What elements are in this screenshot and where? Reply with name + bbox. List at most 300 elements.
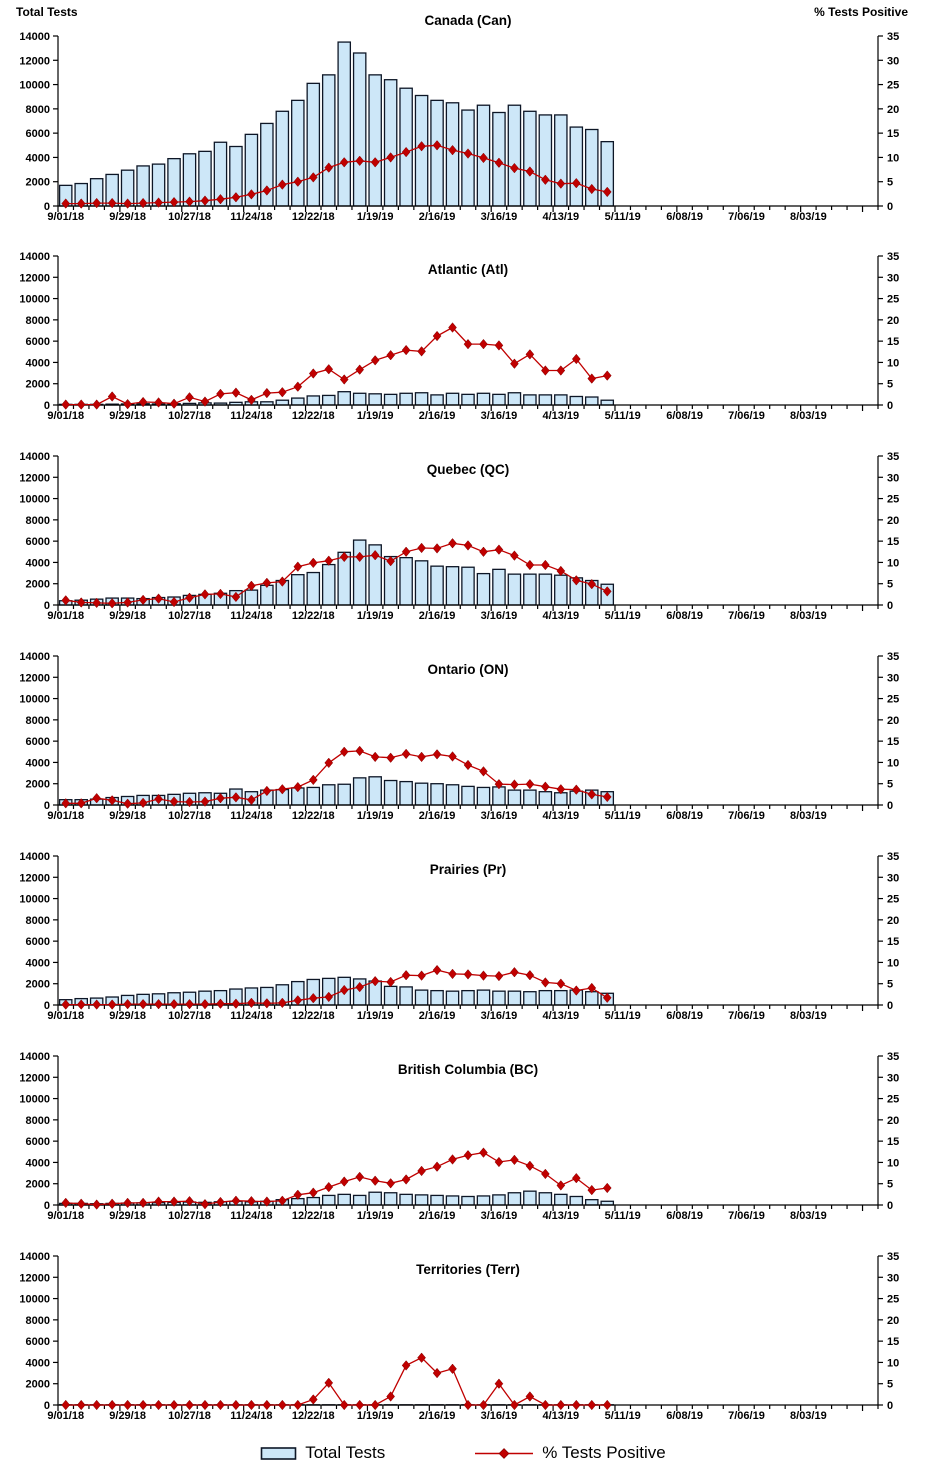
pct-marker-week-12/08/18 <box>278 1400 286 1410</box>
pct-marker-week-2/16/19 <box>433 1162 441 1172</box>
pct-marker-week-4/20/19 <box>572 1400 580 1410</box>
pct-marker-week-2/16/19 <box>433 750 441 760</box>
svg-text:2000: 2000 <box>25 978 50 991</box>
svg-text:1/19/19: 1/19/19 <box>356 610 394 622</box>
svg-text:9/29/18: 9/29/18 <box>109 1010 146 1022</box>
bar-week-3/16/19 <box>493 1195 505 1205</box>
pct-marker-week-11/10/18 <box>216 1400 224 1410</box>
svg-text:7/06/19: 7/06/19 <box>728 610 765 622</box>
svg-text:25: 25 <box>887 893 900 906</box>
pct-marker-week-9/08/18 <box>77 1400 85 1410</box>
svg-text:7/06/19: 7/06/19 <box>728 810 765 822</box>
pct-marker-week-9/22/18 <box>108 1400 116 1410</box>
pct-marker-week-12/29/18 <box>325 1182 333 1192</box>
svg-text:10: 10 <box>887 1357 900 1370</box>
bar-week-1/19/19 <box>369 777 381 805</box>
bar-week-3/23/19 <box>508 393 520 405</box>
pct-marker-week-9/08/18 <box>77 598 85 608</box>
svg-text:8000: 8000 <box>25 914 50 927</box>
pct-marker-week-9/15/18 <box>93 1400 101 1410</box>
pct-marker-week-10/06/18 <box>139 1198 147 1208</box>
axis-tick-labels <box>19 31 899 223</box>
panel-title-atlantic-atl: Atlantic (Atl) <box>427 262 509 277</box>
pct-marker-week-2/02/19 <box>402 345 410 355</box>
pct-marker-week-10/13/18 <box>155 398 163 408</box>
svg-text:2000: 2000 <box>25 778 50 791</box>
svg-text:20: 20 <box>887 914 900 927</box>
bar-week-3/23/19 <box>508 574 520 605</box>
svg-text:8/03/19: 8/03/19 <box>790 410 827 422</box>
svg-text:9/01/18: 9/01/18 <box>47 410 85 422</box>
bar-week-4/20/19 <box>570 1196 582 1205</box>
pct-marker-week-4/27/19 <box>588 1185 596 1195</box>
pct-marker-week-1/26/19 <box>387 1392 395 1402</box>
bar-week-4/06/19 <box>539 1193 551 1205</box>
bar-week-4/13/19 <box>555 793 567 805</box>
bar-week-2/23/19 <box>446 785 458 805</box>
pct-marker-week-3/09/19 <box>479 767 487 777</box>
svg-text:20: 20 <box>887 514 900 527</box>
svg-text:25: 25 <box>887 293 900 306</box>
svg-text:10/27/18: 10/27/18 <box>168 410 211 422</box>
bar-week-4/06/19 <box>539 792 551 805</box>
pct-marker-week-1/19/19 <box>371 752 379 762</box>
pct-marker-week-12/22/18 <box>309 1188 317 1198</box>
pct-marker-week-3/16/19 <box>495 545 503 555</box>
bar-week-3/02/19 <box>462 1196 474 1205</box>
left-axis-title: Total Tests <box>16 5 78 19</box>
bar-week-3/02/19 <box>462 786 474 805</box>
pct-marker-week-9/01/18 <box>62 1198 70 1208</box>
svg-text:14000: 14000 <box>19 1051 50 1063</box>
pct-marker-week-2/02/19 <box>402 749 410 759</box>
pct-marker-week-3/23/19 <box>510 967 518 977</box>
total-tests-swatch-icon <box>260 1446 298 1461</box>
bar-week-3/09/19 <box>477 393 489 405</box>
svg-text:11/24/18: 11/24/18 <box>230 810 273 822</box>
svg-text:5: 5 <box>887 978 894 991</box>
bar-week-3/30/19 <box>524 790 536 805</box>
bar-week-12/22/18 <box>307 396 319 405</box>
svg-text:8000: 8000 <box>25 1314 50 1327</box>
svg-text:12000: 12000 <box>19 1072 50 1085</box>
pct-marker-week-2/02/19 <box>402 1361 410 1371</box>
chart-panel-atlantic-atl <box>0 232 926 432</box>
pct-marker-week-1/05/19 <box>340 1177 348 1187</box>
bar-week-1/19/19 <box>369 1192 381 1205</box>
svg-text:5/11/19: 5/11/19 <box>604 410 641 422</box>
svg-text:8/03/19: 8/03/19 <box>790 610 827 622</box>
svg-text:7/06/19: 7/06/19 <box>728 410 765 422</box>
pct-marker-week-9/08/18 <box>77 400 85 410</box>
axes <box>53 1056 883 1211</box>
pct-marker-week-11/03/18 <box>201 1400 209 1410</box>
svg-text:7/06/19: 7/06/19 <box>728 211 765 223</box>
bar-week-3/09/19 <box>477 574 489 605</box>
pct-marker-week-5/04/19 <box>603 371 611 381</box>
pct-marker-week-3/30/19 <box>526 560 534 570</box>
pct-marker-week-3/09/19 <box>479 1148 487 1158</box>
svg-text:9/01/18: 9/01/18 <box>47 610 85 622</box>
axes <box>53 856 883 1011</box>
pct-marker-week-9/01/18 <box>62 1400 70 1410</box>
svg-text:20: 20 <box>887 314 900 327</box>
svg-text:20: 20 <box>887 103 900 116</box>
svg-text:5: 5 <box>887 578 894 591</box>
pct-marker-week-9/29/18 <box>124 399 132 409</box>
panel-title-british-columbia-bc: British Columbia (BC) <box>397 1062 539 1077</box>
svg-text:5/11/19: 5/11/19 <box>604 1210 641 1222</box>
pct-marker-week-4/06/19 <box>541 1169 549 1179</box>
bar-week-3/30/19 <box>524 992 536 1005</box>
svg-text:14000: 14000 <box>19 451 50 463</box>
svg-text:6000: 6000 <box>25 1136 50 1149</box>
svg-text:11/24/18: 11/24/18 <box>230 610 273 622</box>
svg-text:15: 15 <box>887 1136 900 1149</box>
pct-marker-week-1/19/19 <box>371 356 379 366</box>
axes <box>53 1256 883 1411</box>
bar-week-2/09/19 <box>415 1195 427 1205</box>
svg-text:4000: 4000 <box>25 957 50 970</box>
bar-week-4/06/19 <box>539 991 551 1005</box>
svg-text:2000: 2000 <box>25 176 50 189</box>
pct-marker-week-3/23/19 <box>510 551 518 561</box>
bar-week-2/16/19 <box>431 100 443 206</box>
svg-text:4000: 4000 <box>25 757 50 770</box>
svg-text:10/27/18: 10/27/18 <box>168 1010 211 1022</box>
pct-marker-week-2/16/19 <box>433 965 441 975</box>
pct-marker-week-9/15/18 <box>93 400 101 410</box>
bar-week-12/29/18 <box>323 565 335 605</box>
svg-text:9/29/18: 9/29/18 <box>109 211 146 223</box>
svg-text:14000: 14000 <box>19 651 50 663</box>
pct-marker-week-2/23/19 <box>449 752 457 762</box>
bar-week-1/12/19 <box>354 1195 366 1205</box>
svg-text:30: 30 <box>887 672 900 685</box>
svg-text:10/27/18: 10/27/18 <box>168 810 211 822</box>
pct-marker-week-1/12/19 <box>356 365 364 375</box>
pct-marker-week-10/06/18 <box>139 1400 147 1410</box>
bar-week-12/15/18 <box>292 100 304 206</box>
svg-text:8000: 8000 <box>25 314 50 327</box>
pct-marker-week-3/02/19 <box>464 760 472 770</box>
bar-week-3/30/19 <box>524 395 536 405</box>
svg-text:3/16/19: 3/16/19 <box>480 1010 518 1022</box>
svg-text:35: 35 <box>887 1251 900 1263</box>
svg-text:35: 35 <box>887 31 900 43</box>
bar-week-3/09/19 <box>477 990 489 1005</box>
svg-text:6/08/19: 6/08/19 <box>666 810 703 822</box>
svg-text:30: 30 <box>887 872 900 885</box>
chart-legend <box>0 1432 926 1474</box>
bar-week-4/27/19 <box>586 1200 598 1205</box>
svg-text:6/08/19: 6/08/19 <box>666 610 703 622</box>
pct-marker-week-2/09/19 <box>418 543 426 553</box>
svg-text:7/06/19: 7/06/19 <box>728 1010 765 1022</box>
svg-text:6/08/19: 6/08/19 <box>666 1210 703 1222</box>
bar-week-12/22/18 <box>307 1198 319 1205</box>
bar-week-12/01/18 <box>261 585 273 605</box>
pct-marker-week-11/17/18 <box>232 1400 240 1410</box>
pct-marker-week-2/02/19 <box>402 1175 410 1185</box>
svg-text:10: 10 <box>887 557 900 570</box>
svg-text:10: 10 <box>887 1157 900 1170</box>
svg-text:0: 0 <box>43 201 50 213</box>
svg-text:30: 30 <box>887 1072 900 1085</box>
pct-marker-week-2/02/19 <box>402 547 410 557</box>
svg-text:12000: 12000 <box>19 1272 50 1285</box>
pct-marker-week-9/29/18 <box>124 1198 132 1208</box>
pct-marker-week-10/20/18 <box>170 1400 178 1410</box>
svg-text:4/13/19: 4/13/19 <box>542 211 580 223</box>
pct-marker-week-1/12/19 <box>356 1172 364 1182</box>
svg-text:8/03/19: 8/03/19 <box>790 810 827 822</box>
pct-marker-week-12/29/18 <box>325 364 333 374</box>
bar-week-4/06/19 <box>539 574 551 605</box>
bar-week-1/05/19 <box>338 1194 350 1205</box>
svg-text:12/22/18: 12/22/18 <box>291 610 335 622</box>
pct-marker-week-5/04/19 <box>603 1400 611 1410</box>
bar-week-3/23/19 <box>508 991 520 1005</box>
legend-item-total-tests <box>260 1443 385 1463</box>
pct-marker-week-11/24/18 <box>247 581 255 591</box>
svg-text:9/01/18: 9/01/18 <box>47 1410 85 1422</box>
panel-title-quebec-qc: Quebec (QC) <box>426 462 510 477</box>
pct-marker-week-11/24/18 <box>247 1400 255 1410</box>
svg-text:7/06/19: 7/06/19 <box>728 1410 765 1422</box>
svg-text:5/11/19: 5/11/19 <box>604 1010 641 1022</box>
svg-text:4/13/19: 4/13/19 <box>542 410 580 422</box>
bar-week-12/15/18 <box>292 398 304 405</box>
svg-text:0: 0 <box>887 400 894 412</box>
bar-week-2/23/19 <box>446 1196 458 1205</box>
pct-marker-week-2/23/19 <box>449 538 457 548</box>
svg-text:6000: 6000 <box>25 736 50 749</box>
svg-text:10000: 10000 <box>19 1093 50 1106</box>
bar-week-1/19/19 <box>369 394 381 405</box>
svg-text:0: 0 <box>43 400 50 412</box>
svg-text:35: 35 <box>887 851 900 863</box>
svg-text:5: 5 <box>887 1178 894 1191</box>
bar-week-4/27/19 <box>586 397 598 405</box>
svg-text:10: 10 <box>887 357 900 370</box>
svg-text:10000: 10000 <box>19 893 50 906</box>
pct-positive-swatch-icon <box>473 1446 535 1461</box>
svg-text:0: 0 <box>43 1000 50 1012</box>
pct-marker-week-3/16/19 <box>495 1157 503 1167</box>
svg-text:9/29/18: 9/29/18 <box>109 1210 146 1222</box>
svg-text:8000: 8000 <box>25 514 50 527</box>
bar-week-3/16/19 <box>493 569 505 605</box>
pct-marker-week-12/15/18 <box>294 1400 302 1410</box>
bar-week-2/16/19 <box>431 1195 443 1205</box>
pct-marker-week-12/01/18 <box>263 388 271 398</box>
bar-week-2/23/19 <box>446 567 458 605</box>
bar-week-3/16/19 <box>493 394 505 405</box>
bar-week-4/20/19 <box>570 127 582 206</box>
pct-marker-week-3/30/19 <box>526 1161 534 1171</box>
svg-text:8/03/19: 8/03/19 <box>790 1010 827 1022</box>
bar-week-4/06/19 <box>539 395 551 405</box>
svg-text:5/11/19: 5/11/19 <box>604 1410 641 1422</box>
bar-week-1/26/19 <box>385 781 397 805</box>
pct-marker-week-3/09/19 <box>479 971 487 981</box>
chart-panel-territories-terr <box>0 1232 926 1432</box>
pct-marker-week-4/27/19 <box>588 1400 596 1410</box>
bar-week-3/16/19 <box>493 991 505 1005</box>
pct-marker-week-9/01/18 <box>62 400 70 410</box>
svg-text:2000: 2000 <box>25 578 50 591</box>
pct-marker-week-2/23/19 <box>449 1155 457 1165</box>
pct-marker-week-4/13/19 <box>557 1181 565 1191</box>
pct-marker-week-3/16/19 <box>495 971 503 981</box>
svg-text:2000: 2000 <box>25 1378 50 1391</box>
pct-marker-week-9/15/18 <box>93 1200 101 1210</box>
legend-label-total-tests: Total Tests <box>305 1443 386 1462</box>
svg-text:30: 30 <box>887 272 900 285</box>
pct-marker-week-2/16/19 <box>433 544 441 554</box>
pct-marker-week-1/26/19 <box>387 753 395 763</box>
bar-week-1/05/19 <box>338 392 350 405</box>
bar-week-11/24/18 <box>245 590 257 605</box>
pct-marker-week-1/12/19 <box>356 746 364 756</box>
svg-text:0: 0 <box>43 1400 50 1412</box>
svg-text:8/03/19: 8/03/19 <box>790 1410 827 1422</box>
bar-week-2/23/19 <box>446 393 458 405</box>
pct-marker-week-4/13/19 <box>557 979 565 989</box>
bar-week-1/05/19 <box>338 42 350 206</box>
svg-text:6000: 6000 <box>25 536 50 549</box>
pct-marker-week-11/17/18 <box>232 388 240 398</box>
svg-text:5: 5 <box>887 1378 894 1391</box>
svg-text:5: 5 <box>887 778 894 791</box>
svg-text:10/27/18: 10/27/18 <box>168 610 211 622</box>
svg-text:4000: 4000 <box>25 557 50 570</box>
pct-marker-week-3/02/19 <box>464 1150 472 1160</box>
svg-text:11/24/18: 11/24/18 <box>230 410 273 422</box>
bar-week-12/29/18 <box>323 1195 335 1205</box>
svg-text:4/13/19: 4/13/19 <box>542 1410 580 1422</box>
pct-marker-week-4/20/19 <box>572 1173 580 1183</box>
svg-text:0: 0 <box>887 201 894 213</box>
pct-marker-week-2/02/19 <box>402 970 410 980</box>
svg-text:35: 35 <box>887 651 900 663</box>
svg-text:25: 25 <box>887 1293 900 1306</box>
svg-text:5/11/19: 5/11/19 <box>604 810 641 822</box>
svg-text:8000: 8000 <box>25 1114 50 1127</box>
svg-text:5/11/19: 5/11/19 <box>604 610 641 622</box>
bar-week-2/09/19 <box>415 990 427 1005</box>
bar-week-3/30/19 <box>524 1191 536 1205</box>
pct-marker-week-1/26/19 <box>387 977 395 987</box>
bar-week-2/02/19 <box>400 987 412 1005</box>
pct-marker-week-1/19/19 <box>371 1400 379 1410</box>
svg-text:6/08/19: 6/08/19 <box>666 211 703 223</box>
svg-text:8/03/19: 8/03/19 <box>790 1210 827 1222</box>
pct-marker-week-3/02/19 <box>464 970 472 980</box>
svg-text:14000: 14000 <box>19 31 50 43</box>
svg-text:12/22/18: 12/22/18 <box>291 1410 335 1422</box>
svg-text:4000: 4000 <box>25 152 50 165</box>
pct-marker-week-3/23/19 <box>510 1155 518 1165</box>
svg-text:35: 35 <box>887 451 900 463</box>
bar-week-2/02/19 <box>400 558 412 605</box>
bar-week-3/16/19 <box>493 787 505 805</box>
svg-text:9/01/18: 9/01/18 <box>47 211 85 223</box>
svg-text:3/16/19: 3/16/19 <box>480 610 518 622</box>
pct-marker-week-9/22/18 <box>108 1199 116 1209</box>
svg-text:10000: 10000 <box>19 1293 50 1306</box>
bar-week-2/16/19 <box>431 395 443 405</box>
pct-marker-week-10/13/18 <box>155 1400 163 1410</box>
bar-week-2/02/19 <box>400 782 412 805</box>
svg-text:1/19/19: 1/19/19 <box>356 211 394 223</box>
bar-week-4/13/19 <box>555 991 567 1005</box>
svg-text:10000: 10000 <box>19 79 50 92</box>
bar-week-3/09/19 <box>477 1196 489 1205</box>
svg-text:9/29/18: 9/29/18 <box>109 410 146 422</box>
svg-text:35: 35 <box>887 251 900 263</box>
svg-text:25: 25 <box>887 693 900 706</box>
svg-text:8/03/19: 8/03/19 <box>790 211 827 223</box>
bar-week-12/22/18 <box>307 573 319 605</box>
bar-week-2/09/19 <box>415 393 427 405</box>
chart-panel-quebec-qc <box>0 432 926 632</box>
svg-text:10000: 10000 <box>19 693 50 706</box>
bar-week-3/30/19 <box>524 574 536 605</box>
pct-marker-week-11/10/18 <box>216 389 224 399</box>
svg-text:5: 5 <box>887 176 894 189</box>
svg-text:15: 15 <box>887 536 900 549</box>
svg-text:2/16/19: 2/16/19 <box>418 810 456 822</box>
chart-panel-british-columbia-bc <box>0 1032 926 1232</box>
svg-text:12000: 12000 <box>19 55 50 68</box>
svg-text:0: 0 <box>887 1000 894 1012</box>
pct-marker-week-2/09/19 <box>418 971 426 981</box>
svg-text:3/16/19: 3/16/19 <box>480 1410 518 1422</box>
svg-text:20: 20 <box>887 714 900 727</box>
bar-week-1/12/19 <box>354 53 366 206</box>
svg-text:9/29/18: 9/29/18 <box>109 810 146 822</box>
svg-text:1/19/19: 1/19/19 <box>356 1010 394 1022</box>
svg-text:15: 15 <box>887 736 900 749</box>
bar-week-2/16/19 <box>431 784 443 805</box>
svg-text:4/13/19: 4/13/19 <box>542 1010 580 1022</box>
svg-text:0: 0 <box>43 800 50 812</box>
svg-text:11/24/18: 11/24/18 <box>230 1010 273 1022</box>
svg-text:8000: 8000 <box>25 714 50 727</box>
svg-text:14000: 14000 <box>19 1251 50 1263</box>
svg-text:4/13/19: 4/13/19 <box>542 810 580 822</box>
svg-text:4/13/19: 4/13/19 <box>542 1210 580 1222</box>
svg-text:10/27/18: 10/27/18 <box>168 211 211 223</box>
svg-text:0: 0 <box>43 1200 50 1212</box>
svg-text:3/16/19: 3/16/19 <box>480 211 518 223</box>
bar-week-12/08/18 <box>276 111 288 206</box>
svg-text:9/29/18: 9/29/18 <box>109 610 146 622</box>
svg-text:0: 0 <box>43 600 50 612</box>
svg-text:12/22/18: 12/22/18 <box>291 410 335 422</box>
bar-week-2/09/19 <box>415 561 427 605</box>
bar-week-12/22/18 <box>307 787 319 805</box>
svg-text:9/01/18: 9/01/18 <box>47 1010 85 1022</box>
pct-marker-week-3/30/19 <box>526 1392 534 1402</box>
svg-text:2/16/19: 2/16/19 <box>418 1010 456 1022</box>
bar-week-3/02/19 <box>462 394 474 405</box>
svg-text:1/19/19: 1/19/19 <box>356 410 394 422</box>
pct-marker-week-1/12/19 <box>356 1400 364 1410</box>
pct-marker-week-10/27/18 <box>186 1400 194 1410</box>
